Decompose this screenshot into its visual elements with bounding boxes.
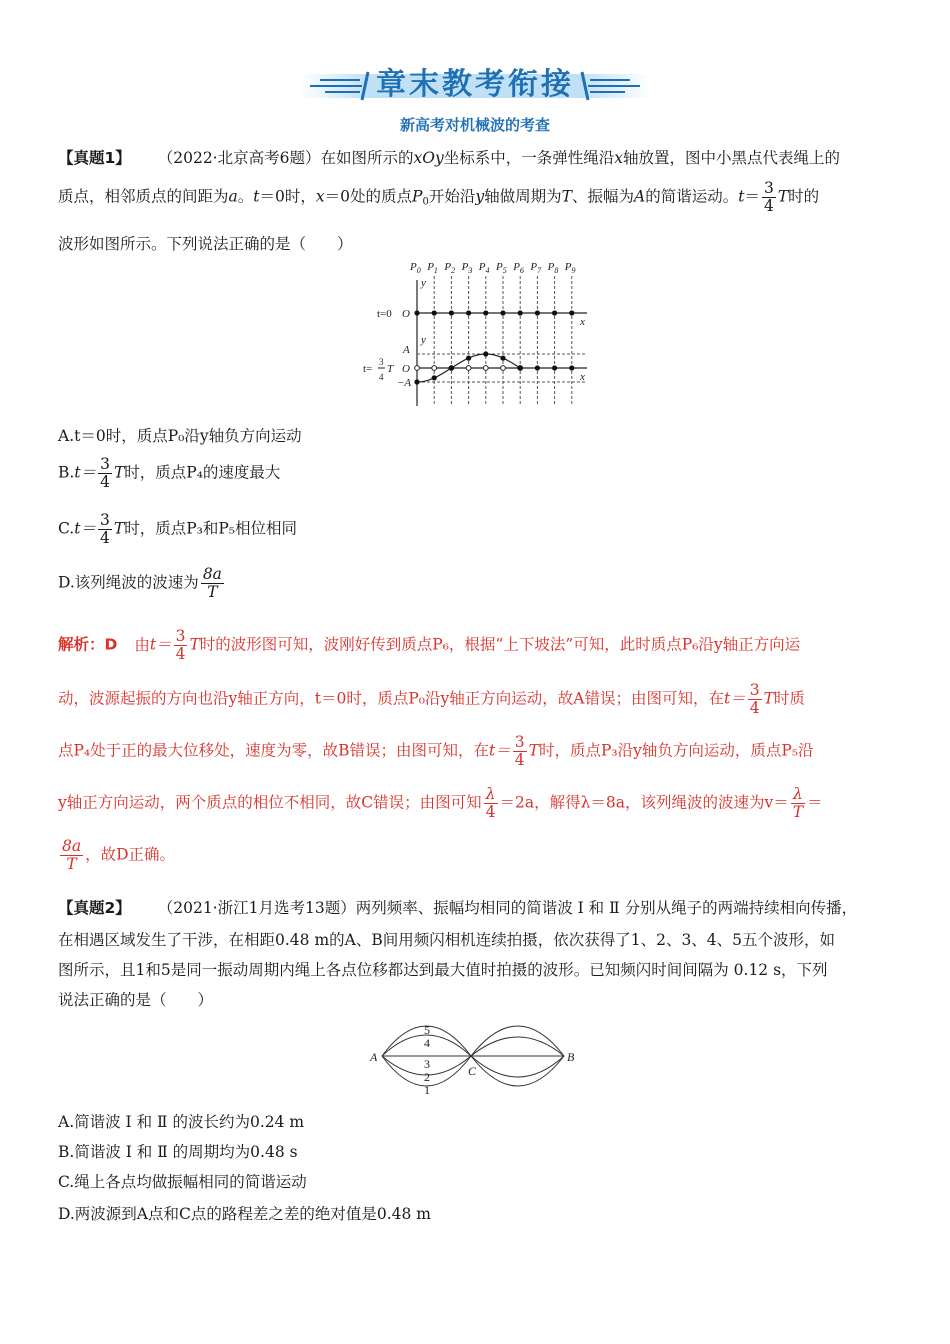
row1-point-5 (500, 310, 505, 315)
q1-tag: 【真题1】 (58, 149, 131, 167)
q1-source: （2022·北京高考6题） (157, 149, 321, 167)
axis-x-label-1: x (580, 316, 585, 328)
curve-label-4: 4 (424, 1036, 430, 1050)
point-label-P2: $P_2$ (444, 261, 456, 275)
chapter-title: 章末教考衔接 (376, 67, 574, 102)
point-label-P8: $P_8$ (547, 261, 559, 275)
row2-eq-point-3 (466, 366, 471, 371)
curve-label-1: 1 (424, 1083, 430, 1097)
q2-option-c[interactable]: C.绳上各点均做振幅相同的简谐运动 (58, 1173, 307, 1191)
wave-figure-1 (355, 256, 595, 414)
row2-eq-point-1 (432, 366, 437, 371)
row1-point-6 (518, 310, 523, 315)
axis-y-label: y (421, 277, 426, 289)
point-label-P7: $P_7$ (530, 261, 542, 275)
analysis-label: 解析：D (58, 635, 118, 654)
q1-option-c[interactable]: C.t＝ $\frac{3}{4}$ T时，质点P₃和P₅相位相同 (58, 511, 297, 548)
row1-point-9 (569, 310, 574, 315)
row2-point-9 (569, 365, 574, 370)
q2-option-d[interactable]: D.两波源到A点和C点的路程差之差的绝对值是0.48 m (58, 1205, 431, 1223)
row2-point-3 (466, 356, 471, 361)
row2-point-8 (552, 365, 557, 370)
q2-line2: 在相遇区域发生了干涉，在相距0.48 m的A、B间用频闪相机连续拍摄，依次获得了1、2、3、4、5五个波形，如 (58, 931, 836, 949)
row2-point-6 (518, 365, 523, 370)
row2-point-0 (414, 379, 419, 384)
q2-option-a[interactable]: A.简谐波 Ⅰ 和 Ⅱ 的波长约为0.24 m (58, 1113, 305, 1131)
row2-point-2 (449, 365, 454, 370)
label-B: B (567, 1050, 575, 1064)
row1-point-4 (483, 310, 488, 315)
curve-label-5: 5 (424, 1023, 430, 1037)
origin-2: O (402, 363, 410, 375)
q2-source: （2021·浙江1月选考13题） (157, 899, 356, 917)
q2-line3: 图所示，且1和5是同一振动周期内绳上各点位移都达到最大值时拍摄的波形。已知频闪时间间隔为 0.12 s，下列 (58, 961, 828, 979)
point-label-P4: $P_4$ (478, 261, 490, 275)
q1-line3: 波形如图所示。下列说法正确的是（ ） (58, 235, 353, 253)
point-label-P9: $P_9$ (564, 261, 576, 275)
q1-option-a[interactable]: A.t＝0时，质点P₀沿y轴负方向运动 (58, 427, 302, 445)
chapter-header (0, 62, 950, 106)
wave-figure-2 (368, 1016, 584, 1102)
q2-line4: 说法正确的是（ ） (58, 991, 214, 1009)
row2-point-7 (535, 365, 540, 370)
curve-label-3: 3 (424, 1057, 430, 1071)
q1-line1: 【真题1】 （2022·北京高考6题）在如图所示的xOy坐标系中，一条弹性绳沿x轴放置，图中小黑点代表绳上的 (58, 149, 840, 167)
point-label-P6: $P_6$ (513, 261, 524, 275)
row1-point-3 (466, 310, 471, 315)
fraction-3-4: $\frac{3}{4}$ (763, 179, 774, 216)
point-label-P5: $P_5$ (496, 261, 507, 275)
label-A: A (370, 1050, 378, 1064)
point-label-P1: $P_1$ (427, 261, 438, 275)
row1-label: t=0 (377, 308, 392, 320)
row1-point-8 (552, 310, 557, 315)
point-label-P3: $P_3$ (461, 261, 473, 275)
row2-eq-point-0 (415, 366, 420, 371)
row1-point-2 (449, 310, 454, 315)
q1-option-d[interactable]: D.该列绳波的波速为 $\frac{8a}{T}$ (58, 565, 222, 602)
row2-point-5 (500, 356, 505, 361)
row1-point-7 (535, 310, 540, 315)
curve-label-2: 2 (424, 1070, 430, 1084)
row2-label-T: T (387, 363, 394, 375)
q2-tag: 【真题2】 (58, 899, 131, 917)
q1-line2: 质点，相邻质点的间距为a。t＝0时，x＝0处的质点$P_0$开始沿y轴做周期为T、振幅为A的简谐运动。t＝ $\frac{3}{4}$ T时的 (58, 179, 820, 216)
axis-y-label-2: y (421, 334, 426, 346)
row1-point-0 (414, 310, 419, 315)
origin-1: O (402, 308, 410, 320)
row2-point-1 (432, 375, 437, 380)
q1-option-b[interactable]: B.t＝ $\frac{3}{4}$ T时，质点P₄的速度最大 (58, 455, 281, 492)
row2-frac-num: 3 (379, 357, 384, 367)
row2-eq-point-5 (501, 366, 506, 371)
row2-point-4 (483, 351, 488, 356)
row2-frac-den: 4 (379, 372, 384, 382)
row2-label-t: t= (363, 363, 373, 375)
axis-x-label-2: x (580, 371, 585, 383)
q2-line1: 【真题2】 （2021·浙江1月选考13题）两列频率、振幅均相同的简谐波 Ⅰ 和 Ⅱ 分别从绳子的两端持续相向传播， (58, 899, 858, 917)
row1-point-1 (432, 310, 437, 315)
point-label-P0: $P_0$ (410, 261, 421, 275)
label-C: C (468, 1064, 477, 1078)
q2-option-b[interactable]: B.简谐波 Ⅰ 和 Ⅱ 的周期均为0.48 s (58, 1143, 298, 1161)
amp-neg-label: −A (397, 377, 412, 389)
amp-pos-label: A (403, 344, 410, 356)
section-subtitle: 新高考对机械波的考查 (399, 116, 550, 134)
row2-eq-point-4 (483, 366, 488, 371)
